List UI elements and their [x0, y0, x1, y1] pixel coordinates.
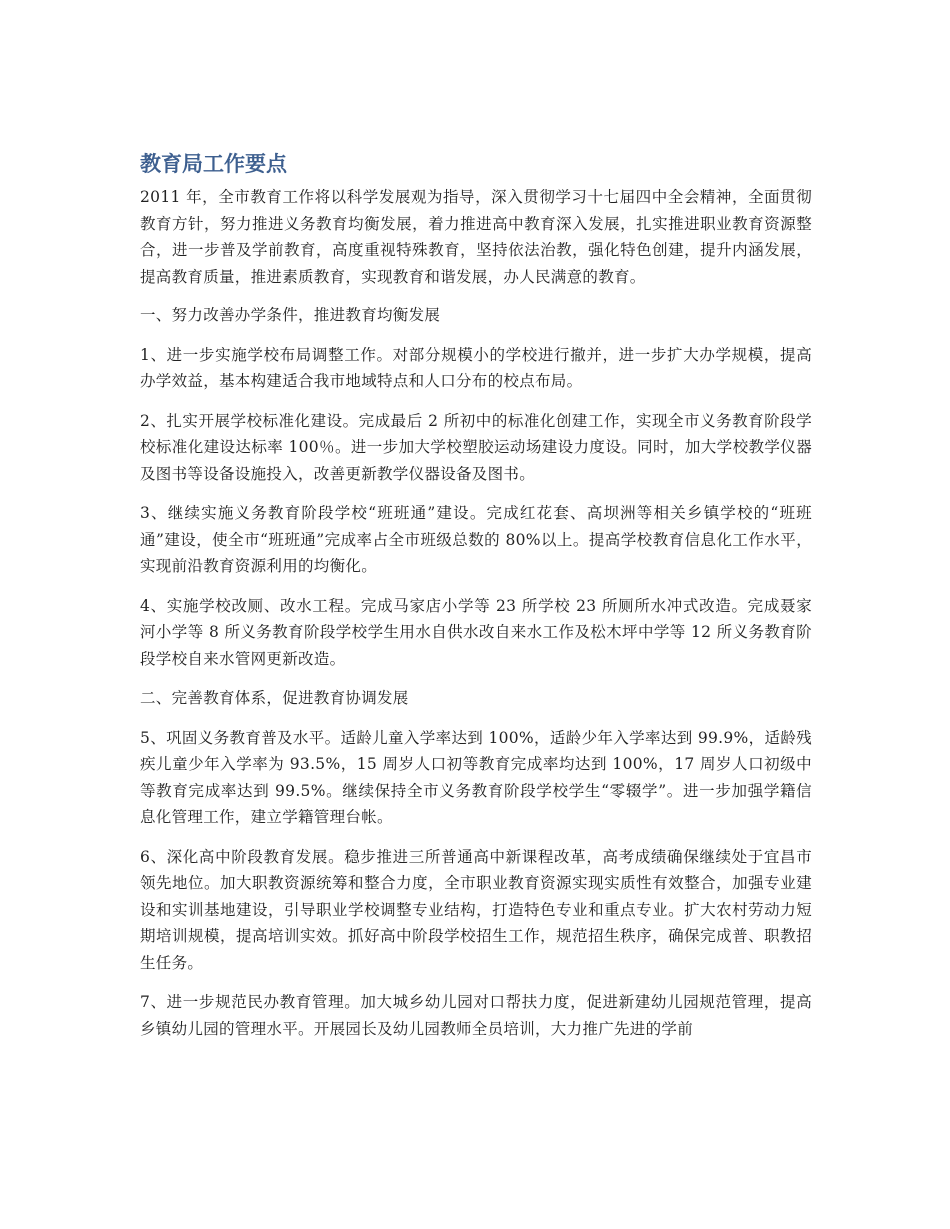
paragraph-4: 4、实施学校改厕、改水工程。完成马家店小学等 23 所学校 23 所厕所水冲式改造。完成聂家河小学等 8 所义务教育阶段学校学生用水自供水改自来水工作及松木坪中学等 12 所义务教育阶段学校自来水管网更新改造。 [140, 596, 812, 668]
paragraph-2: 2、扎实开展学校标准化建设。完成最后 2 所初中的标准化创建工作，实现全市义务教育阶段学校标准化建设达标率 100％。进一步加大学校塑胶运动场建设力度设。同时，加大学校教学仪器及图书等设备设施投入，改善更新教学仪器设备及图书。 [140, 411, 812, 483]
paragraph-6: 6、深化高中阶段教育发展。稳步推进三所普通高中新课程改革，高考成绩确保继续处于宜昌市领先地位。加大职教资源统筹和整合力度，全市职业教育资源实现实质性有效整合，加强专业建设和实训基地建设，引导职业学校调整专业结构，打造特色专业和重点专业。扩大农村劳动力短期培训规模，提高培训实效。抓好高中阶段学校招生工作，规范招生秩序，确保完成普、职教招生任务。 [140, 847, 812, 972]
paragraph-3: 3、继续实施义务教育阶段学校“班班通”建设。完成红花套、高坝洲等相关乡镇学校的“班班通”建设，使全市“班班通”完成率占全市班级总数的 80%以上。提高学校教育信息化工作水平，实现前沿教育资源利用的均衡化。 [140, 504, 812, 575]
paragraph-7: 7、进一步规范民办教育管理。加大城乡幼儿园对口帮扶力度，促进新建幼儿园规范管理，提高乡镇幼儿园的管理水平。开展园长及幼儿园教师全员培训，大力推广先进的学前 [140, 993, 812, 1038]
intro-paragraph: 2011 年，全市教育工作将以科学发展观为指导，深入贯彻学习十七届四中全会精神，全面贯彻教育方针，努力推进义务教育均衡发展，着力推进高中教育深入发展，扎实推进职业教育资源整合，进一步普及学前教育，高度重视特殊教育，坚持依法治教，强化特色创建，提升内涵发展，提高教育质量，推进素质教育，实现教育和谐发展，办人民满意的教育。 [140, 188, 812, 286]
document-title: 教育局工作要点 [140, 152, 287, 176]
section-heading-2: 二、完善教育体系，促进教育协调发展 [140, 689, 409, 707]
section-heading-1: 一、努力改善办学条件，推进教育均衡发展 [140, 306, 441, 324]
paragraph-5: 5、巩固义务教育普及水平。适龄儿童入学率达到 100%，适龄少年入学率达到 99.9%，适龄残疾儿童少年入学率为 93.5%，15 周岁人口初等教育完成率均达到 100%，17 周岁人口初级中等教育完成率达到 99.5%。继续保持全市义务教育阶段学校学生“零辍学”。进一步加强学籍信息化管理工作，建立学籍管理台帐。 [140, 728, 812, 826]
paragraph-1: 1、进一步实施学校布局调整工作。对部分规模小的学校进行撤并，进一步扩大办学规模，提高办学效益，基本构建适合我市地域特点和人口分布的校点布局。 [140, 345, 812, 390]
document-page [140, 148, 812, 1055]
